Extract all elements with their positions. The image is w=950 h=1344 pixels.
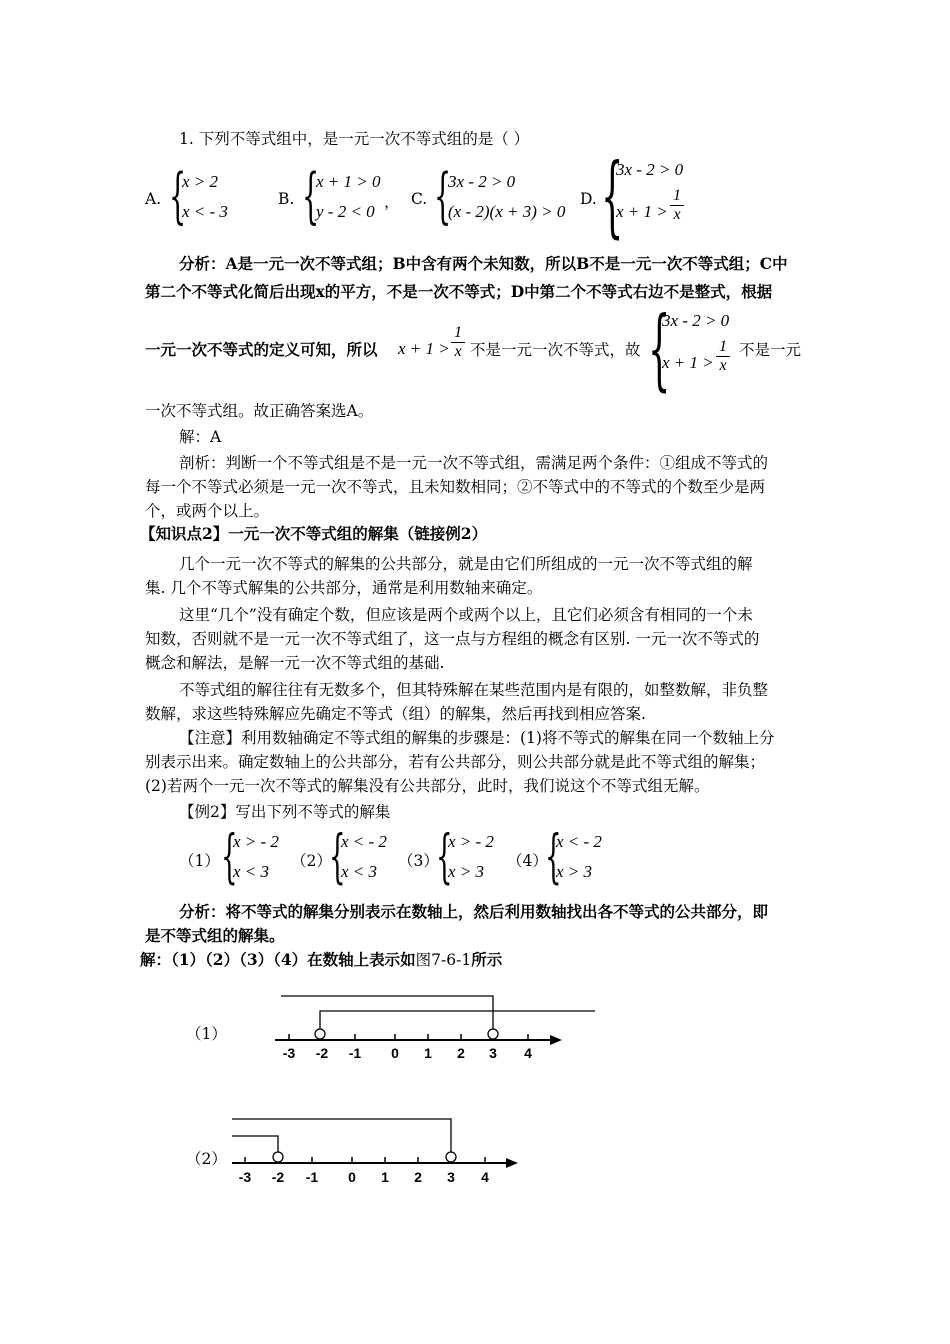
brace-icon: {: [221, 822, 238, 890]
tick-label: 1: [381, 1169, 389, 1185]
solution-ray-less-than-3: [281, 996, 493, 1034]
system-row: x > 3: [556, 862, 593, 881]
analysis-1-line1: 分析：A是一元一次不等式组；B中含有两个未知数，所以B不是一元一次不等式组；C中: [179, 254, 788, 273]
option-a-label: A.: [145, 190, 162, 208]
answer-1: 解：A: [179, 428, 222, 446]
brace-icon: {: [601, 144, 624, 247]
tick-label: 4: [524, 1045, 532, 1061]
para-1-line1: 几个一元一次不等式的解集的公共部分，就是由它们所组成的一元一次不等式组的解: [179, 555, 753, 573]
note-line2: 别表示出来。确定数轴上的公共部分，若有公共部分，则公共部分就是此不等式组的解集；: [145, 753, 766, 771]
system-row: x > - 2: [448, 832, 494, 851]
system-row: x < - 2: [341, 832, 387, 851]
analysis-2-line1: 分析：将不等式的解集分别表示在数轴上，然后利用数轴找出各不等式的公共部分，即: [179, 902, 769, 921]
option-c-row2: (x - 2)(x + 3) > 0: [448, 202, 566, 221]
tick-label: 2: [457, 1045, 465, 1061]
solution-ray-less-than-3: [232, 1119, 451, 1157]
brace-icon: {: [302, 161, 320, 231]
tick-label: 0: [348, 1169, 356, 1185]
option-d-label: D.: [580, 190, 597, 208]
para-2-line1: 这里“几个”没有确定个数，但应该是两个或两个以上，且它们必须含有相同的一个未: [179, 606, 753, 624]
option-a-row1: x > 2: [182, 172, 219, 191]
option-b-label: B.: [278, 190, 295, 208]
example-2-label-4: （4）: [507, 852, 548, 870]
example-2-label-1: （1）: [179, 852, 220, 870]
brace-icon: {: [545, 822, 562, 890]
example-2-label-3: （3）: [398, 852, 439, 870]
solution-ray-greater-than-neg2: [320, 1011, 595, 1034]
comment-1-line3: 个，或两个以上。: [145, 502, 270, 520]
para-2-line2: 知数，否则就不是一元一次不等式组了，这一点与方程组的概念有区别. 一元一次不等式的: [145, 630, 760, 648]
number-line-2: [232, 1119, 518, 1185]
system-row: x < 3: [341, 862, 378, 881]
open-circle-icon: [273, 1152, 283, 1162]
option-c-row1: 3x - 2 > 0: [448, 172, 516, 191]
number-line-1: [275, 996, 595, 1061]
question-1-stem: 1. 下列不等式组中，是一元一次不等式组的是（ ）: [179, 130, 530, 148]
analysis-1-system-row2: x + 1 >: [662, 353, 714, 372]
para-2-line3: 概念和解法，是解一元一次不等式组的基础.: [145, 654, 445, 672]
tick-label: 3: [447, 1169, 455, 1185]
open-circle-icon: [315, 1029, 325, 1039]
tick-label: -1: [348, 1045, 362, 1061]
tick-label: -2: [271, 1169, 285, 1185]
option-c-label: C.: [411, 190, 428, 208]
open-circle-icon: [488, 1029, 498, 1039]
option-b-row2: y - 2 < 0: [316, 202, 375, 221]
figure-2-label: （2）: [186, 1150, 227, 1168]
fraction-denominator: x: [673, 206, 681, 223]
option-a-row2: x < - 3: [182, 202, 228, 221]
brace-icon: {: [329, 822, 346, 890]
open-circle-icon: [446, 1152, 456, 1162]
tick-label: 4: [481, 1169, 489, 1185]
axis-arrow-icon: [550, 1035, 562, 1045]
analysis-1-line3-start: 一元一次不等式的定义可知，所以: [145, 340, 378, 359]
brace-icon: {: [436, 822, 453, 890]
option-d-row1: 3x - 2 > 0: [616, 160, 684, 179]
note-line3: (2)若两个一元一次不等式的解集没有公共部分，此时，我们说这个不等式组无解。: [145, 777, 710, 795]
example-2-title: 【例2】写出下列不等式的解集: [179, 803, 391, 821]
figure-reference: 图7-6-1: [415, 951, 472, 969]
para-1-line2: 集. 几个不等式解集的公共部分，通常是利用数轴来确定。: [145, 579, 543, 597]
option-d-row2: x + 1 >: [616, 202, 668, 221]
fraction-numerator: 1: [719, 338, 727, 355]
system-row: x < - 2: [556, 832, 602, 851]
note-line1: 【注意】利用数轴确定不等式组的解集的步骤是：(1)将不等式的解集在同一个数轴上分: [179, 729, 775, 747]
solution-2-suffix: 所示: [471, 950, 503, 969]
analysis-1-system-row1: 3x - 2 > 0: [662, 311, 730, 330]
knowledge-point-2-title: 【知识点2】一元一次不等式组的解集（链接例2）: [140, 524, 488, 543]
tick-label: 3: [489, 1045, 497, 1061]
comment-1-line2: 每一个不等式必须是一元一次不等式，且未知数相同；②不等式中的不等式的个数至少是两: [145, 478, 766, 496]
tick-label: -1: [305, 1169, 319, 1185]
system-row: x > 3: [448, 862, 485, 881]
comment-1-line1: 剖析：判断一个不等式组是不是一元一次不等式组，需满足两个条件：①组成不等式的: [179, 454, 769, 472]
analysis-2-line2: 是不等式组的解集。: [145, 926, 285, 945]
axis-arrow-icon: [506, 1158, 518, 1168]
fraction-numerator: 1: [673, 187, 681, 204]
brace-icon: {: [434, 161, 452, 231]
figure-1-label: （1）: [186, 1025, 227, 1043]
analysis-1-line3-mid: 不是一元一次不等式，故: [470, 341, 641, 359]
brace-icon: {: [169, 161, 187, 231]
para-3-line1: 不等式组的解往往有无数多个，但其特殊解在某些范围内是有限的，如整数解，非负整: [179, 681, 769, 699]
fraction-denominator: x: [719, 357, 727, 374]
tick-label: -3: [238, 1169, 252, 1185]
fraction-numerator: 1: [454, 324, 462, 341]
para-3-line2: 数解，求这些特殊解应先确定不等式（组）的解集，然后再找到相应答案.: [145, 705, 646, 723]
option-b-separator: ，: [384, 193, 400, 211]
tick-label: 2: [414, 1169, 422, 1185]
analysis-1-line3-end: 不是一元: [739, 341, 802, 359]
option-b-row1: x + 1 > 0: [316, 172, 381, 191]
tick-label: -3: [282, 1045, 296, 1061]
analysis-1-line4: 一次不等式组。故正确答案选A。: [145, 402, 374, 420]
example-2-label-2: （2）: [291, 852, 332, 870]
analysis-1-inline-math: x + 1 >: [398, 339, 450, 358]
fraction-denominator: x: [454, 343, 462, 360]
solution-ray-less-than-neg2: [232, 1136, 278, 1157]
tick-label: 1: [424, 1045, 432, 1061]
system-row: x < 3: [233, 862, 270, 881]
tick-label: -2: [315, 1045, 329, 1061]
system-row: x > - 2: [233, 832, 279, 851]
solution-2-prefix: 解：（1）（2）（3）（4）在数轴上表示如: [140, 950, 416, 969]
tick-label: 0: [391, 1045, 399, 1061]
analysis-1-line2: 第二个不等式化简后出现x的平方，不是一次不等式；D中第二个不等式右边不是整式，根据: [145, 282, 773, 301]
brace-icon: {: [648, 297, 671, 400]
